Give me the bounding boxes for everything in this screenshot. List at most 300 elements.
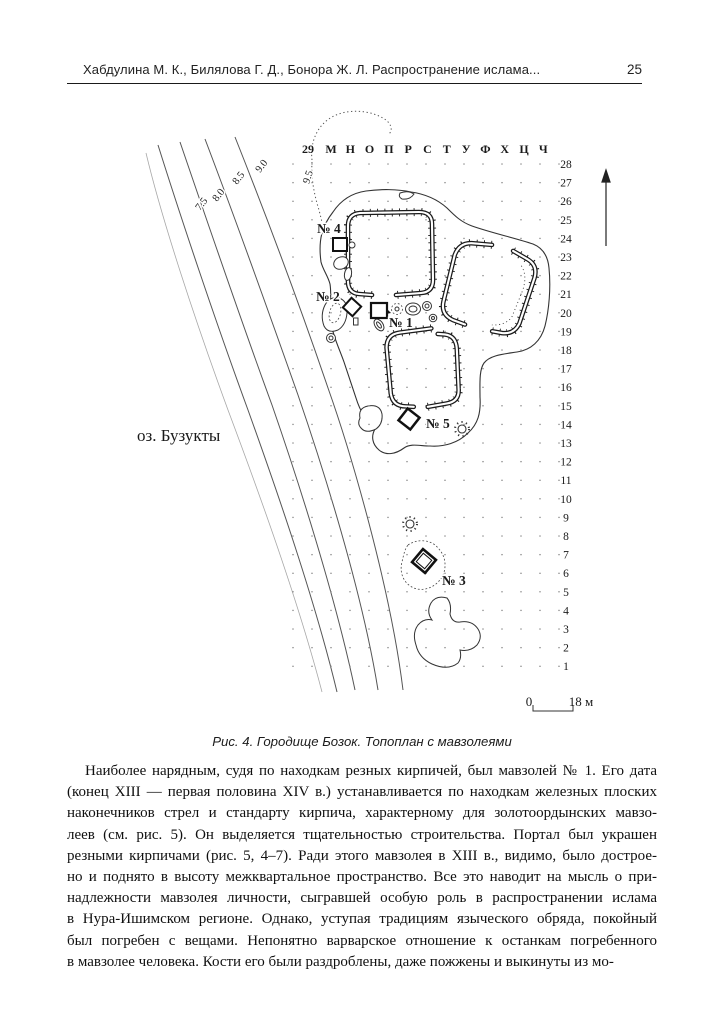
grid-dot [292,312,294,314]
grid-dot [368,591,370,593]
grid-dot [444,442,446,444]
grid-dot [330,665,332,667]
grid-dot [311,628,313,630]
scale-length: 18 м [568,694,594,709]
mound-dot [395,307,399,311]
grid-row-number: 17 [560,363,572,376]
grid-dot [520,275,522,277]
row-number-column [560,159,572,673]
grid-row-number: 7 [563,549,569,562]
grid-dot [482,331,484,333]
grid-dot [425,479,427,481]
grid-row-number: 22 [560,270,572,283]
grid-dot [425,163,427,165]
grid-dot [330,461,332,463]
grid-dot [406,238,408,240]
grid-dot [520,628,522,630]
small-structure [354,318,359,325]
grid-dot [444,386,446,388]
grid-dot [330,442,332,444]
grid-dot [539,498,541,500]
grid-dot [349,628,351,630]
grid-letter: Х [500,142,510,156]
grid-dot [349,182,351,184]
body-paragraph [67,761,657,973]
grid-dot [425,665,427,667]
grid-dot [539,182,541,184]
grid-dot [349,349,351,351]
grid-dot [330,572,332,574]
grid-dot [520,461,522,463]
grid-row-number: 9 [563,512,569,525]
grid-dot [425,349,427,351]
grid-dot [292,572,294,574]
grid-dot [349,554,351,556]
grid-dot [425,368,427,370]
grid-dot [482,628,484,630]
grid-dot [368,479,370,481]
grid-dot [501,386,503,388]
grid-dot [406,182,408,184]
mausoleum-label: № 3 [442,573,466,588]
grid-dot [292,628,294,630]
grid-dot [311,331,313,333]
grid-dot [368,163,370,165]
grid-dot [368,386,370,388]
grid-dot [539,647,541,649]
grid-dot [311,647,313,649]
grid-dot [292,479,294,481]
grid-dot [425,386,427,388]
grid-dot [330,479,332,481]
grid-dot [482,424,484,426]
grid-dot [520,442,522,444]
grid-dot [444,163,446,165]
grid-dot [330,628,332,630]
grid-dot [558,628,560,630]
grid-dot [330,200,332,202]
grid-dot [482,479,484,481]
grid-dot [387,591,389,593]
grid-dot [311,163,313,165]
grid-letter: Т [442,142,451,156]
grid-dot [387,219,389,221]
grid-dot [482,591,484,593]
grid-dot [501,405,503,407]
mound-circle-3-core [432,317,435,320]
sun-core [458,425,466,433]
body-line: в мавзолее человека. Кости его были раздроблены, даже пожжены и выкинуты из мо- [67,953,614,970]
grid-dot [539,238,541,240]
grid-dot [520,405,522,407]
grid-dot [425,628,427,630]
grid-dot [330,238,332,240]
grid-dot [482,535,484,537]
grid-row-number: 1 [563,661,569,674]
running-title: Хабдулина М. К., Билялова Г. Д., Бонора Ж. Л. Распространение ислама... [83,62,541,77]
grid-dot [501,498,503,500]
grid-dot [539,256,541,258]
grid-dot [349,386,351,388]
grid-dot [292,349,294,351]
grid-dot [501,591,503,593]
grid-dot [387,647,389,649]
grid-dot [482,610,484,612]
body-line: в Нура-Ишимском регионе. Однако, уступая традициям языческого обряда, покойный [67,911,657,928]
grid-letter: У [461,142,471,156]
grid-dot [444,182,446,184]
grid-dot [311,238,313,240]
grid-dot [520,238,522,240]
grid-dot [349,572,351,574]
grid-row-number: 18 [560,345,572,357]
grid-dot [311,498,313,500]
grid-dot [406,386,408,388]
grid-dot [463,517,465,519]
grid-dot [406,479,408,481]
grid-letter: С [423,142,432,156]
grid-dot [425,238,427,240]
grid-dot [387,517,389,519]
grid-dot [425,461,427,463]
grid-dot [444,461,446,463]
contour-line-7-5 [158,145,337,692]
grid-row-number: 4 [563,605,569,618]
grid-dot [292,200,294,202]
grid-dot [292,498,294,500]
grid-dot [539,312,541,314]
grid-dot [349,591,351,593]
grid-letter: Ч [538,142,548,156]
grid-row-number: 28 [560,159,572,171]
grid-dot [311,461,313,463]
grid-dot [311,479,313,481]
mausoleum-label: № 5 [426,416,450,431]
grid-letter-row [325,142,548,156]
grid-dot [539,461,541,463]
grid-dot [406,517,408,519]
grid-dot [368,665,370,667]
grid-dot [425,647,427,649]
grid-dot [501,554,503,556]
grid-dot [292,293,294,295]
grid-dot [406,256,408,258]
grid-dot [501,349,503,351]
contour-elevation-label: 7.5 [193,195,211,214]
mausoleum-label: № 2 [316,289,340,304]
grid-dot [387,293,389,295]
body-line: но и поднято в высоту межквартальное пространство. Все это наводит на мысль о при- [67,869,657,886]
grid-dot [501,572,503,574]
body-line: резными кирпичами (рис. 5, 4–7). Ради этого мавзолея в XIII в., видимо, было дострое- [67,847,657,864]
grid-letter: П [384,142,394,156]
grid-dot [368,349,370,351]
grid-dot [463,368,465,370]
grid-dot [387,554,389,556]
grid-dot [406,572,408,574]
grid-dot [539,368,541,370]
grid-dot [311,554,313,556]
grid-dot [330,405,332,407]
grid-dot [368,461,370,463]
grid-dot [292,647,294,649]
grid-dot [292,535,294,537]
grid-row-number: 8 [563,531,569,543]
grid-letter: О [364,142,375,156]
grid-dot [463,219,465,221]
grid-dot [482,665,484,667]
grid-dot [311,442,313,444]
grid-dot [311,535,313,537]
grid-dot [387,665,389,667]
grid-dot [444,498,446,500]
mound-ring-inner [329,336,333,340]
grid-dot [368,498,370,500]
grid-dot [425,442,427,444]
contour-elevation-label: 8.5 [230,169,248,188]
grid-dot [444,275,446,277]
grid-dot [539,163,541,165]
grid-dot [539,554,541,556]
grid-dot [387,610,389,612]
grid-letter: Р [404,142,412,156]
grid-dot [387,535,389,537]
grid-dot [349,498,351,500]
grid-dot [330,647,332,649]
grid-letter: Н [345,142,355,156]
grid-dot [406,442,408,444]
grid-dot [292,554,294,556]
grid-dot [368,405,370,407]
grid-dot [330,275,332,277]
grid-dot [330,331,332,333]
grid-dot [311,572,313,574]
grid-dot [482,349,484,351]
grid-dot [349,331,351,333]
grid-dot [330,610,332,612]
grid-dot [482,275,484,277]
grid-dot [501,628,503,630]
grid-dot [311,312,313,314]
grid-dot [330,368,332,370]
grid-dot [520,424,522,426]
grid-dot [330,535,332,537]
grid-dot [463,182,465,184]
grid-dot [463,665,465,667]
grid-dot [539,293,541,295]
grid-dot [501,665,503,667]
grid-dot [311,293,313,295]
grid-dot [444,647,446,649]
grid-dot [349,200,351,202]
grid-dot [368,219,370,221]
grid-dot [368,442,370,444]
grid-dot [387,424,389,426]
grid-dot [463,200,465,202]
grid-dot [406,461,408,463]
grid-dot [349,405,351,407]
grid-dot [311,275,313,277]
grid-dot [520,219,522,221]
grid-dot [539,535,541,537]
grid-dot [539,200,541,202]
body-line: леев (см. рис. 5). Он выделяется тщательностью строительства. Портал был украшен [67,826,657,843]
grid-dot [311,200,313,202]
grid-dot [539,628,541,630]
grid-dot [501,424,503,426]
grid-dot [387,628,389,630]
grid-dot [482,200,484,202]
grid-dot [406,163,408,165]
grid-dot [387,163,389,165]
grid-dot [387,479,389,481]
grid-dot [330,386,332,388]
grid-dot [311,256,313,258]
page-number: 25 [626,62,642,77]
contour-line [146,153,322,692]
scale-bar [526,694,593,711]
grid-dot [349,610,351,612]
grid-dot [463,628,465,630]
grid-dot [463,498,465,500]
grid-dot [520,349,522,351]
mound-circle [349,242,355,248]
grid-row-number: 6 [563,568,569,581]
grid-row-number: 19 [560,326,572,339]
grid-dot [501,647,503,649]
grid-dot [463,610,465,612]
grid-dot [444,517,446,519]
grid-dot [311,386,313,388]
grid-dot [501,517,503,519]
grid-dot [425,182,427,184]
grid-dot [520,163,522,165]
grid-dot [425,275,427,277]
grid-dot [311,591,313,593]
scale-bracket [533,705,573,711]
grid-dot [558,647,560,649]
grid-dot [349,368,351,370]
grid-dot [463,535,465,537]
mausoleum-4 [333,238,347,251]
grid-dot [330,517,332,519]
grid-dot [311,405,313,407]
grid-dot [368,424,370,426]
grid-dot [520,386,522,388]
grid-dot [349,293,351,295]
grid-dot [444,665,446,667]
grid-dot [406,200,408,202]
grid-dot [444,368,446,370]
grid-dot [406,610,408,612]
grid-dot [349,163,351,165]
grid-dot [520,479,522,481]
grid-row-number: 13 [560,438,572,450]
grid-dot [444,256,446,258]
grid-dot [444,331,446,333]
grid-dot [501,442,503,444]
grid-dot [463,442,465,444]
grid-dot [558,517,560,519]
grid-dot [501,610,503,612]
grid-dot [463,163,465,165]
grid-dot [482,312,484,314]
grid-dot [311,424,313,426]
grid-dot [463,405,465,407]
grid-dot [501,461,503,463]
grid-dot [539,275,541,277]
grid-dot [311,517,313,519]
grid-dot [520,200,522,202]
grid-dot [558,554,560,556]
grid-dot [501,293,503,295]
grid-dot [349,479,351,481]
grid-dot [292,461,294,463]
grid-dot [349,647,351,649]
grid-dot [501,182,503,184]
grid-dot [444,479,446,481]
grid-dot [387,572,389,574]
grid-dot [406,554,408,556]
grid-row-number: 20 [560,307,572,320]
sun-symbol-2 [403,517,417,531]
grid-dot [292,256,294,258]
grid-dot [406,591,408,593]
grid-dot [349,424,351,426]
grid-row-number: 11 [560,475,572,488]
mound-circle-2-core [425,304,429,308]
grid-dot [330,182,332,184]
grid-dot [387,200,389,202]
depression-south [414,597,480,667]
mausoleum-label: № 4 [317,221,341,236]
grid-dot [311,349,313,351]
contour-labels [194,158,316,213]
grid-dot [482,219,484,221]
grid-row-number: 24 [560,233,572,246]
grid-dot [444,610,446,612]
grid-dot [463,647,465,649]
grid-dot [292,405,294,407]
grid-dot [482,554,484,556]
grid-dot [463,479,465,481]
grid-dot [501,535,503,537]
grid-dot [501,275,503,277]
grid-dot [520,591,522,593]
grid-row-number: 12 [560,456,572,469]
grid-dot [463,275,465,277]
grid-dot [368,368,370,370]
grid-dot [368,610,370,612]
grid-dot [501,479,503,481]
grid-dot [425,610,427,612]
corner-grid-label: 29 [302,142,314,156]
grid-dot [520,572,522,574]
grid-dot [406,628,408,630]
grid-dot [368,331,370,333]
grid-dot [406,647,408,649]
grid-dot [444,200,446,202]
grid-dot [292,238,294,240]
grid-dot [520,517,522,519]
grid-dot [406,498,408,500]
grid-dot [520,182,522,184]
grid-dot [444,219,446,221]
grid-dot [368,182,370,184]
grid-dot [387,405,389,407]
grid-dot [406,275,408,277]
body-line: Наиболее нарядным, судя по находкам резных кирпичей, был мавзолей № 1. Его дата [85,763,657,779]
